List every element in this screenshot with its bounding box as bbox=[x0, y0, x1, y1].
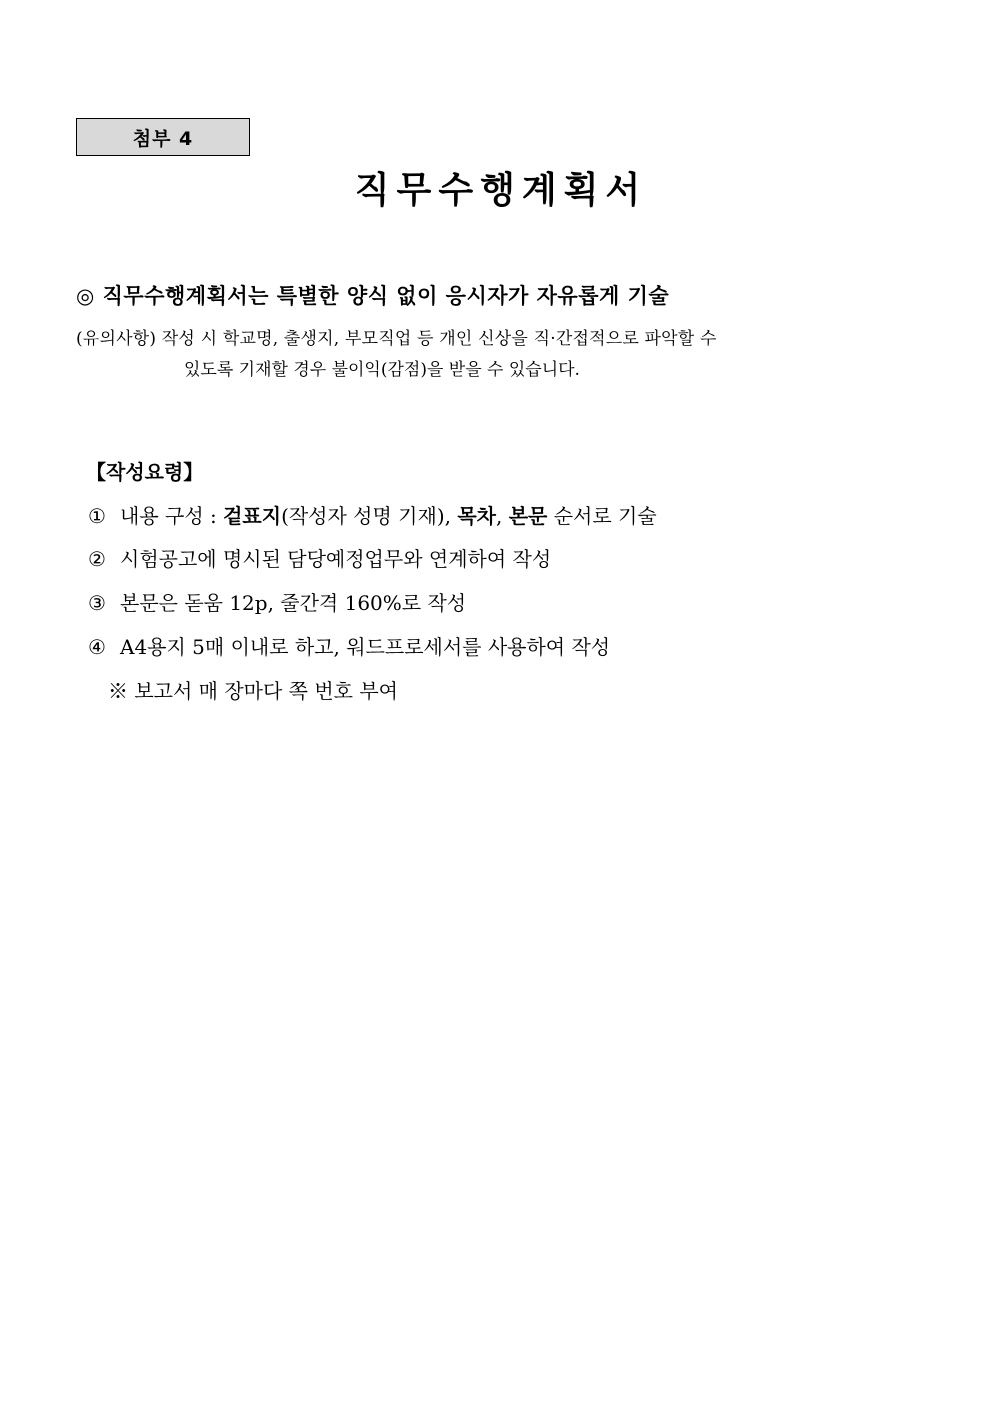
guide-item-number: ② bbox=[88, 547, 106, 571]
guide-item-text: A4용지 5매 이내로 하고, 워드프로세서를 사용하여 작성 bbox=[120, 635, 611, 659]
attachment-label-box bbox=[76, 118, 250, 156]
notice-block bbox=[76, 324, 921, 386]
intro-statement: ◎ 직무수행계획서는 특별한 양식 없이 응시자가 자유롭게 기술 bbox=[76, 283, 670, 308]
guide-item-text: 내용 구성 : bbox=[120, 504, 224, 528]
attachment-label: 첨부 4 bbox=[132, 127, 194, 150]
guide-item-bold-cover: 겉표지 bbox=[223, 504, 282, 528]
guide-item-bold-toc: 목차 bbox=[457, 504, 496, 528]
guide-item-bold-body: 본문 bbox=[508, 504, 548, 528]
guide-item-1 bbox=[88, 500, 657, 529]
guide-item-text: 시험공고에 명시된 담당예정업무와 연계하여 작성 bbox=[120, 547, 552, 571]
guide-item-number: ③ bbox=[88, 591, 106, 615]
guide-item-2 bbox=[88, 543, 551, 572]
guide-item-4 bbox=[88, 631, 610, 660]
guide-item-text: 순서로 기술 bbox=[547, 504, 657, 528]
guide-item-text: 본문은 돋움 12p, 줄간격 160%로 작성 bbox=[120, 591, 467, 615]
guide-item-3 bbox=[88, 587, 466, 616]
document-title: 직무수행계획서 bbox=[354, 170, 648, 211]
guide-item-number: ① bbox=[88, 504, 106, 528]
guide-footnote: ※ 보고서 매 장마다 쪽 번호 부여 bbox=[108, 679, 398, 703]
guide-item-number: ④ bbox=[88, 635, 106, 659]
notice-line-2: 있도록 기재할 경우 불이익(감점)을 받을 수 있습니다. bbox=[184, 360, 580, 380]
guide-item-text: , bbox=[495, 504, 509, 528]
guide-heading: 【작성요령】 bbox=[86, 460, 204, 484]
guide-item-text: (작성자 성명 기재), bbox=[281, 504, 458, 528]
notice-line-1: (유의사항) 작성 시 학교명, 출생지, 부모직업 등 개인 신상을 직·간접적으로 파악할 수 bbox=[76, 329, 717, 349]
